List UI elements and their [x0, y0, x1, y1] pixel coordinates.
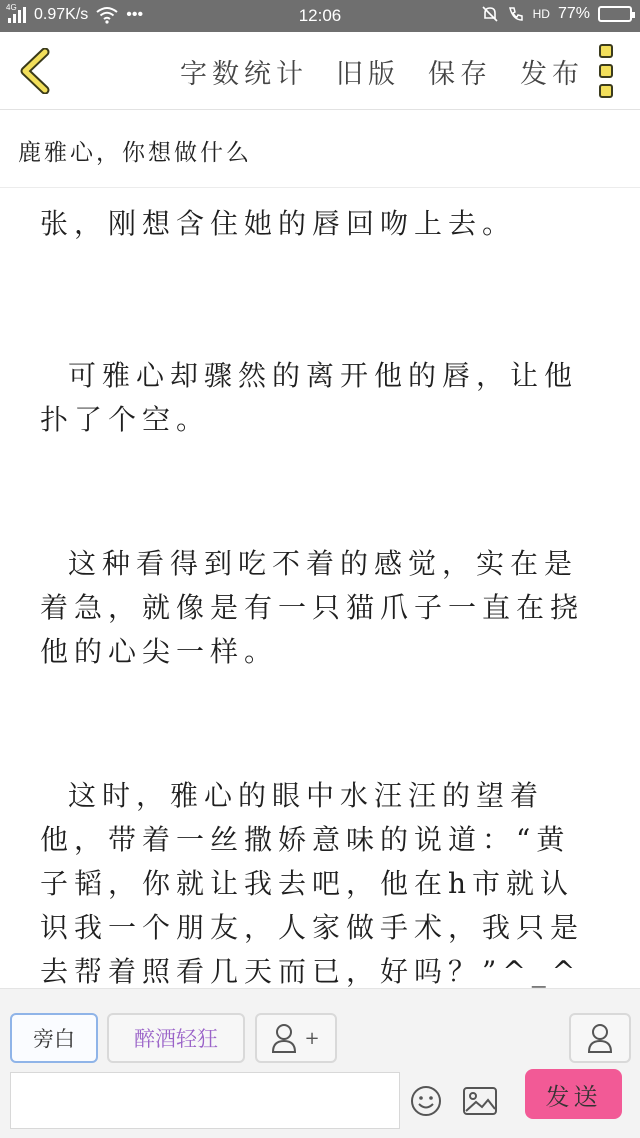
- network-speed: 0.97K/s: [34, 6, 89, 23]
- message-input[interactable]: [10, 1072, 400, 1129]
- battery-percent: 77%: [557, 5, 590, 22]
- hd-label: HD: [532, 7, 550, 21]
- word-count-button[interactable]: 字数统计: [180, 59, 308, 90]
- story-content[interactable]: [0, 188, 640, 988]
- status-bar: [0, 0, 640, 32]
- profile-button[interactable]: [569, 1013, 631, 1063]
- network-type: 4G: [6, 3, 17, 12]
- more-dots: •••: [126, 6, 144, 23]
- send-button[interactable]: 发送: [525, 1069, 622, 1119]
- emoji-icon[interactable]: [410, 1085, 442, 1117]
- editor-toolbar: [0, 32, 640, 110]
- battery-icon: [598, 6, 632, 22]
- save-button[interactable]: 保存: [428, 59, 492, 90]
- story-paragraph: 张，刚想含住她的唇回吻上去。: [40, 207, 517, 240]
- image-icon[interactable]: [462, 1085, 498, 1117]
- story-paragraph: 这时，雅心的眼中水汪汪的望着他，带着一丝撒娇意味的说道：“黄子韬，你就让我去吧，他在h市就认识我一个朋友，人家做手术，我只是去帮着照看几天而已，好吗？”^_^: [40, 779, 585, 988]
- status-right: [481, 5, 632, 23]
- toolbar-actions: [180, 52, 584, 91]
- back-arrow-icon: [17, 48, 51, 94]
- add-symbol: +: [304, 1027, 320, 1049]
- back-button[interactable]: [10, 44, 58, 98]
- compose-panel: [0, 988, 640, 1138]
- story-paragraph: 可雅心却骤然的离开他的唇，让他扑了个空。: [40, 359, 579, 436]
- menu-dots-icon[interactable]: [594, 44, 618, 98]
- narration-button[interactable]: 旁白: [10, 1013, 98, 1063]
- clock: 12:06: [298, 6, 342, 25]
- chapter-title[interactable]: 鹿雅心，你想做什么: [0, 110, 640, 188]
- call-icon: [507, 5, 525, 23]
- story-paragraph: 这种看得到吃不着的感觉，实在是着急，就像是有一只猫爪子一直在挠他的心尖一样。: [40, 547, 585, 668]
- person-icon: [586, 1023, 614, 1053]
- mute-icon: [481, 5, 499, 23]
- publish-button[interactable]: 发布: [520, 59, 584, 90]
- person-add-icon: [272, 1023, 300, 1053]
- old-version-button[interactable]: 旧版: [336, 59, 400, 90]
- role-chip[interactable]: 醉酒轻狂: [107, 1013, 245, 1063]
- add-role-button[interactable]: [255, 1013, 337, 1063]
